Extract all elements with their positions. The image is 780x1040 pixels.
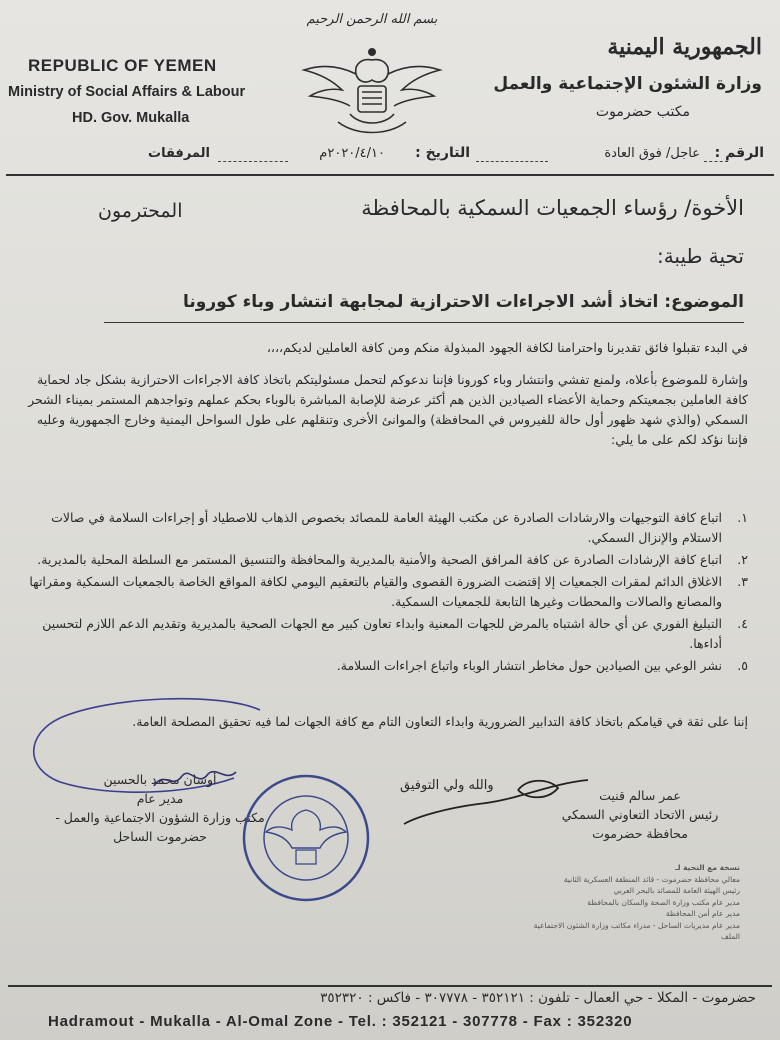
list-item-text: الاغلاق الدائم لمقرات الجمعيات إلا إقتضت الضرورة القصوى والقيام بالتعقيم اليومي لكافة المواقع الخاصة بالجمعيات السمكية ومقراتها والمصانع والصالات والمحطات وغيرها التابعة للجمعيات السمكية. bbox=[29, 574, 722, 609]
copies-item: مدير عام مديريات الساحل - مدراء مكاتب وزارة الشئون الاجتماعية bbox=[533, 920, 740, 930]
signatory-left-office: مكتب وزارة الشؤون الاجتماعية والعمل - bbox=[55, 810, 265, 825]
copies-list bbox=[400, 862, 740, 943]
copies-item: معالي محافظة حضرموت - قائد المنطقة العسكرية الثانية bbox=[563, 874, 740, 884]
ref-value: عاجل/ فوق العادة bbox=[604, 146, 700, 161]
eagle-emblem-icon bbox=[292, 30, 452, 142]
letterhead-en-office: HD. Gov. Mukalla bbox=[72, 110, 190, 126]
ref-dash bbox=[704, 161, 728, 162]
basmala: بسم الله الرحمن الرحيم bbox=[306, 12, 438, 27]
signatory-right-title: رئيس الاتحاد التعاوني السمكي bbox=[561, 807, 719, 822]
footer-address-ar: حضرموت - المكلا - حي العمال - تلفون : ٣٥٢١٢١ - ٣٠٧٧٧٨ - فاكس : ٣٥٢٣٢٠ bbox=[320, 990, 756, 1006]
copies-header: نسخة مع التحية لـ bbox=[675, 863, 740, 872]
copies-item: الملف bbox=[721, 932, 740, 941]
list-item bbox=[28, 508, 748, 548]
handwritten-signature-left bbox=[150, 764, 240, 794]
greeting: تحية طيبة: bbox=[656, 244, 744, 268]
closing-phrase: والله ولي التوفيق bbox=[400, 778, 494, 793]
date-value: ٢٠٢٠/٤/١٠م bbox=[319, 146, 385, 161]
handwritten-signature-right bbox=[398, 770, 598, 830]
letterhead-en-ministry: Ministry of Social Affairs & Labour bbox=[8, 84, 246, 100]
signatory-right-name: عمر سالم قنيت bbox=[599, 788, 681, 803]
list-item-number: ٤. bbox=[737, 616, 748, 631]
directives-list bbox=[28, 508, 748, 678]
list-item bbox=[28, 550, 748, 570]
signatory-left-title: مدير عام bbox=[136, 791, 184, 806]
intro-paragraph: في البدء تقبلوا فائق تقديرنا واحترامنا لكافة الجهود المبذولة منكم ومن كافة العاملين لديكم،،،، bbox=[266, 340, 748, 355]
attachments-label: المرفقات bbox=[148, 146, 210, 161]
subject-line: الموضوع: اتخاذ أشد الاجراءات الاحترازية لمجابهة انتشار وباء كورونا bbox=[183, 292, 744, 312]
addressee: الأخوة/ رؤساء الجمعيات السمكية بالمحافظة bbox=[361, 196, 744, 220]
main-paragraph: وإشارة للموضوع بأعلاه، ولمنع تفشي وانتشار وباء كورونا فإننا ندعوكم لتحمل مسئوليتكم باتخاذ كافة الاجراءات الاحترازية بشكل جاد لحماية كافة العاملين بجمعيتكم وحماية الأعضاء الصيادين الذين هم أكثر عرضة للإصابة المباشرة بالوباء بحكم عملهم وتواجدهم المستمر بميناء الشحر السمكي (والذي شهد ظهور أول حالة للفيروس في المحافظة) والموانئ الأخرى وتنقلهم على طول السواحل اليمنية وخارج الجمهورية وعليه فإننا نؤكد لكم على ما يلي: bbox=[28, 372, 748, 447]
letterhead-ar-country: الجمهورية اليمنية bbox=[607, 34, 762, 60]
signatory-left-region: حضرموت الساحل bbox=[113, 829, 207, 844]
letterhead-ar-office: مكتب حضرموت bbox=[595, 104, 690, 120]
official-stamp-icon bbox=[238, 770, 374, 906]
list-item bbox=[28, 614, 748, 654]
list-item-text: اتباع كافة التوجيهات والارشادات الصادرة عن مكتب الهيئة العامة للمصائد بخصوص الذهاب للاصطياد أو إجراءات السلامة في صالات الاستلام والإنزال السمكي. bbox=[51, 510, 722, 545]
footer-address-en: Hadramout - Mukalla - Al-Omal Zone - Tel. : 352121 - 307778 - Fax : 352320 bbox=[48, 1013, 633, 1030]
header-divider bbox=[6, 174, 774, 176]
subject-underline bbox=[104, 322, 744, 323]
respected-label: المحترمون bbox=[98, 200, 183, 222]
signatory-left-name: أوسان محمد بالحسين bbox=[103, 772, 217, 787]
ref-label: الرقم : bbox=[714, 145, 764, 161]
date-label: التاريخ : bbox=[415, 145, 470, 161]
closing-paragraph: إننا على ثقة في قيامكم باتخاذ كافة التدابير الضرورية وابداء التعاون التام مع كافة الجهات لما فيه تحقيق المصلحة العامة. bbox=[132, 714, 748, 729]
list-item-number: ٣. bbox=[737, 574, 748, 589]
list-item-number: ٢. bbox=[737, 552, 748, 567]
copies-item: مدير عام مكتب وزارة الصحة والسكان بالمحافظة bbox=[587, 897, 740, 907]
letterhead-en-country: REPUBLIC OF YEMEN bbox=[28, 56, 217, 75]
letterhead-ar-ministry: وزارة الشئون الإجتماعية والعمل bbox=[493, 74, 762, 94]
list-item bbox=[28, 572, 748, 612]
ref-dash-2 bbox=[476, 161, 548, 162]
copies-item: مدير عام أمن المحافظة bbox=[665, 909, 740, 918]
list-item-number: ٥. bbox=[737, 658, 748, 673]
list-item-text: اتباع كافة الإرشادات الصادرة عن كافة المرافق الصحية والأمنية بالمديرية والمحافظة والتنسيق المستمر مع السلطة المحلية بالمديرية. bbox=[37, 552, 722, 567]
reference-line bbox=[0, 145, 780, 171]
list-item-text: التبليغ الفوري عن أي حالة اشتباه بالمرض للجهات المعنية وابداء تعاون كبير مع الجهات الصحية بالمديرية وتقديم الدعم اللازم لتحسين أداءها. bbox=[42, 616, 722, 651]
signatory-right-region: محافظة حضرموت bbox=[592, 826, 688, 841]
footer-divider bbox=[8, 985, 772, 987]
list-item-text: نشر الوعي بين الصيادين حول مخاطر انتشار الوباء واتباع اجراءات السلامة. bbox=[336, 658, 722, 673]
list-item-number: ١. bbox=[737, 510, 748, 525]
emblem bbox=[292, 12, 452, 142]
date-dash bbox=[218, 161, 288, 162]
copies-item: رئيس الهيئة العامة للمصائد بالبحر العربي bbox=[613, 886, 740, 895]
list-item bbox=[28, 656, 748, 676]
